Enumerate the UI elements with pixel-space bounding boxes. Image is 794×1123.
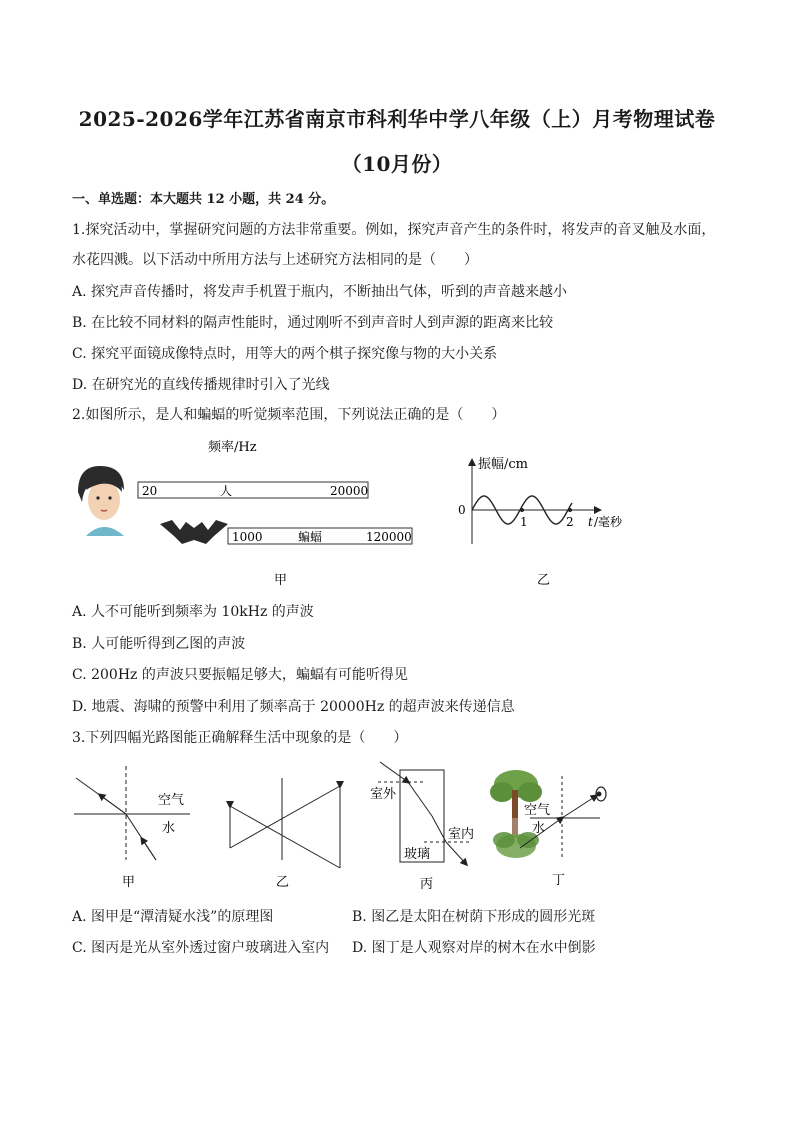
x-axis-unit: /毫秒 bbox=[594, 515, 623, 529]
q1-stem-line1: 1.探究活动中，掌握研究问题的方法非常重要。例如，探究声音产生的条件时，将发声的音叉触及水面， bbox=[72, 222, 716, 238]
tick-2-label: 2 bbox=[566, 515, 574, 529]
fig-c-glass: 玻璃 bbox=[404, 847, 431, 862]
q2-stem: 2.如图所示，是人和蝙蝠的听觉频率范围，下列说法正确的是（ ） bbox=[72, 407, 506, 423]
q2-figure-yi bbox=[450, 450, 650, 590]
page-subtitle: （10月份） bbox=[341, 152, 453, 176]
q2-option-c: C. 200Hz 的声波只要振幅足够大，蝙蝠有可能听得见 bbox=[72, 667, 408, 683]
q3-option-d: D. 图丁是人观察对岸的树木在水中倒影 bbox=[352, 940, 596, 956]
fig-d-air: 空气 bbox=[524, 803, 551, 818]
tick-point-1 bbox=[520, 508, 524, 512]
q3-option-a: A. 图甲是“潭清疑水浅”的原理图 bbox=[72, 909, 274, 925]
figure-jia bbox=[74, 766, 190, 890]
human-max: 20000 bbox=[330, 484, 369, 498]
fig-c-outside: 室外 bbox=[370, 787, 397, 802]
q2-option-d: D. 地震、海啸的预警中利用了频率高于 20000Hz 的超声波来传递信息 bbox=[72, 699, 515, 715]
q1-option-a: A. 探究声音传播时，将发声手机置于瓶内，不断抽出气体，听到的声音越来越小 bbox=[72, 284, 568, 300]
q2-option-b: B. 人可能听得到乙图的声波 bbox=[72, 636, 246, 652]
fig-b-caption: 乙 bbox=[276, 875, 290, 890]
fig-jia-caption: 甲 bbox=[274, 573, 288, 588]
bat-illustration bbox=[160, 520, 228, 544]
origin-label: 0 bbox=[458, 503, 466, 517]
q3-option-c: C. 图丙是光从室外透过窗户玻璃进入室内 bbox=[72, 940, 330, 956]
fig-c-inside: 室内 bbox=[448, 827, 475, 842]
q1-stem-line2: 水花四溅。以下活动中所用方法与上述研究方法相同的是（ ） bbox=[72, 252, 478, 268]
q1-option-d: D. 在研究光的直线传播规律时引入了光线 bbox=[72, 377, 330, 393]
y-axis-label: 振幅/cm bbox=[478, 457, 528, 472]
fig-a-air: 空气 bbox=[158, 793, 185, 808]
fig-a-caption: 甲 bbox=[122, 875, 136, 890]
figure-c bbox=[370, 762, 474, 892]
bat-max: 120000 bbox=[366, 530, 412, 544]
q2-option-a: A. 人不可能听到频率为 10kHz 的声波 bbox=[72, 604, 314, 620]
figure-d bbox=[490, 770, 606, 888]
human-label: 人 bbox=[220, 484, 233, 498]
tick-1-label: 1 bbox=[520, 515, 528, 529]
section-heading: 一、单选题：本大题共 12 小题，共 24 分。 bbox=[72, 192, 335, 207]
eye-icon bbox=[596, 787, 606, 801]
q3-figures bbox=[60, 756, 620, 896]
frequency-header: 频率/Hz bbox=[208, 440, 257, 455]
q1-option-b: B. 在比较不同材料的隔声性能时，通过刚听不到声音时人到声源的距离来比较 bbox=[72, 315, 554, 331]
q1-option-c: C. 探究平面镜成像特点时，用等大的两个棋子探究像与物的大小关系 bbox=[72, 346, 498, 362]
bat-min: 1000 bbox=[232, 530, 263, 544]
fig-c-caption: 丙 bbox=[420, 877, 434, 892]
tick-point-2 bbox=[568, 508, 572, 512]
fig-a-water: 水 bbox=[162, 821, 176, 836]
fig-yi-caption: 乙 bbox=[537, 573, 551, 588]
human-min: 20 bbox=[142, 484, 158, 498]
q3-option-b: B. 图乙是太阳在树荫下形成的圆形光斑 bbox=[352, 909, 596, 925]
q3-stem: 3.下列四幅光路图能正确解释生活中现象的是（ ） bbox=[72, 730, 408, 746]
bat-label: 蝙蝠 bbox=[298, 530, 323, 544]
q2-figure-jia bbox=[68, 432, 428, 592]
figure-b bbox=[230, 778, 340, 890]
x-axis-var: t bbox=[588, 515, 593, 529]
page-title: 2025-2026学年江苏省南京市科利华中学八年级（上）月考物理试卷 bbox=[78, 107, 716, 131]
person-illustration bbox=[78, 466, 124, 536]
fig-d-caption: 丁 bbox=[552, 873, 566, 888]
fig-d-water: 水 bbox=[532, 821, 546, 836]
